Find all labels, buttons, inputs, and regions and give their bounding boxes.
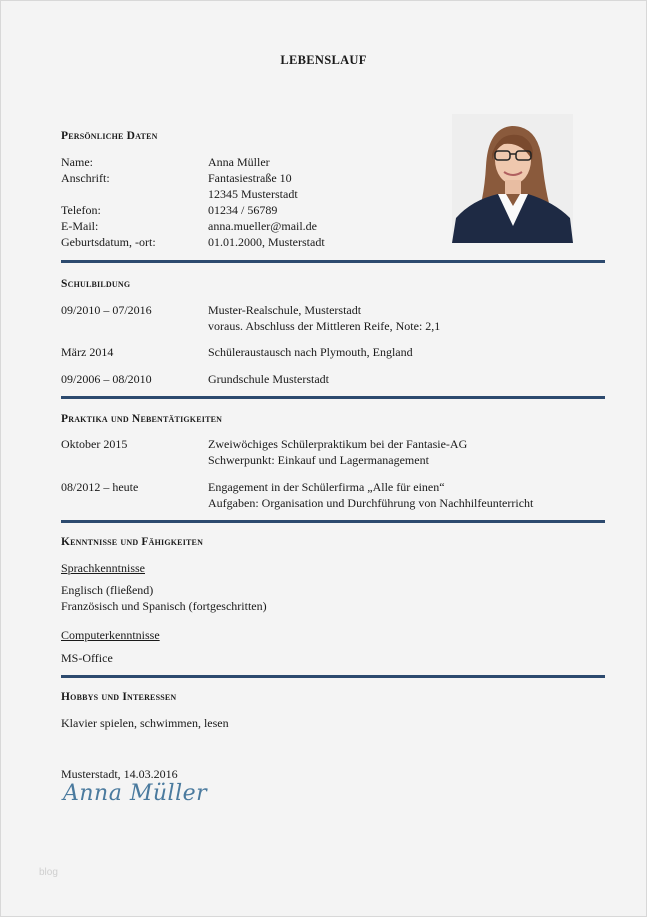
work-2-date: 08/2012 – heute [61,480,139,494]
work-2-line2: Aufgaben: Organisation und Durchführung von Nachhilfeunterricht [208,496,534,510]
section-divider [61,520,605,523]
signature: Anna Müller [63,781,208,806]
language-1: Englisch (fließend) [61,583,154,597]
school-3-line1: Grundschule Musterstadt [208,372,329,386]
email-label: E-Mail: [61,219,99,233]
language-skills-heading: Sprachkenntnisse [61,561,145,575]
computer-skills-heading: Computerkenntnisse [61,628,160,642]
section-divider [61,396,605,399]
street-value: Fantasiestraße 10 [208,171,292,185]
section-heading-work: Praktika und Nebentätigkeiten [61,413,223,425]
school-2-line1: Schüleraustausch nach Plymouth, England [208,345,413,359]
watermark: blog [39,867,58,878]
birth-label: Geburtsdatum, -ort: [61,235,156,249]
language-2: Französisch und Spanisch (fortgeschritten) [61,599,267,613]
email-value: anna.mueller@mail.de [208,219,318,233]
document-title: LEBENSLAUF [280,53,367,67]
school-1-line2: voraus. Abschluss der Mittleren Reife, Note: 2,1 [208,319,441,333]
work-1-line2: Schwerpunkt: Einkauf und Lagermanagement [208,453,429,467]
school-2-date: März 2014 [61,345,114,359]
portrait-image [452,114,573,243]
work-2-line1: Engagement in der Schülerfirma „Alle für einen“ [208,480,445,494]
name-value: Anna Müller [208,155,270,169]
address-label: Anschrift: [61,171,110,185]
work-1-date: Oktober 2015 [61,437,128,451]
name-label: Name: [61,155,93,169]
school-3-date: 09/2006 – 08/2010 [61,372,152,386]
school-1-line1: Muster-Realschule, Musterstadt [208,303,362,317]
phone-label: Telefon: [61,203,101,217]
section-heading-school: Schulbildung [61,278,131,290]
city-value: 12345 Musterstadt [208,187,298,201]
school-1-date: 09/2010 – 07/2016 [61,303,152,317]
birth-value: 01.01.2000, Musterstadt [208,235,325,249]
place-date: Musterstadt, 14.03.2016 [61,767,178,781]
computer-skill-1: MS-Office [61,651,113,665]
section-heading-hobbies: Hobbys und Interessen [61,691,177,703]
section-divider [61,675,605,678]
section-divider [61,260,605,263]
phone-value: 01234 / 56789 [208,203,278,217]
profile-photo [452,114,573,243]
work-1-line1: Zweiwöchiges Schülerpraktikum bei der Fantasie-AG [208,437,468,451]
section-heading-personal: Persönliche Daten [61,130,158,142]
hobbies-text: Klavier spielen, schwimmen, lesen [61,716,229,730]
section-heading-skills: Kenntnisse und Fähigkeiten [61,536,204,548]
